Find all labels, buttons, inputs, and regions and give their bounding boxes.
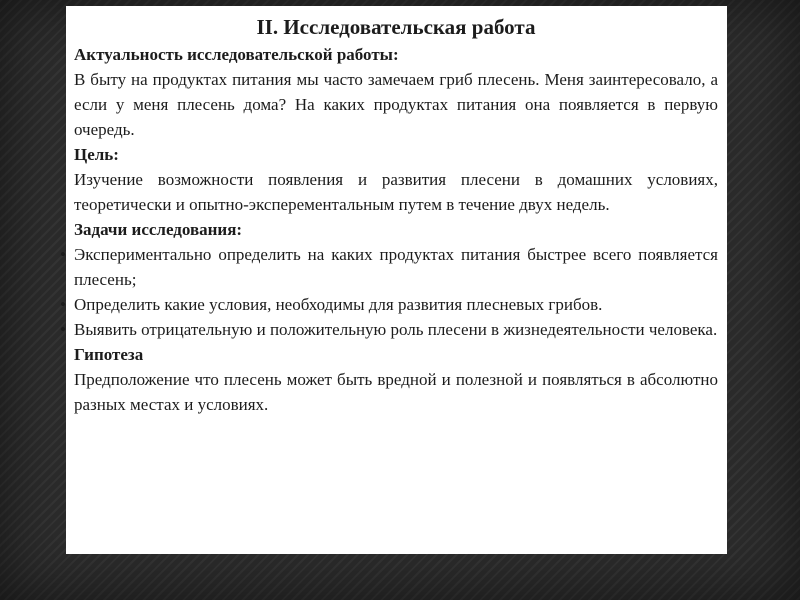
slide-content-box: [60, 6, 727, 554]
task-text: Выявить отрицательную и положительную роль плесени в жизнедеятельности человека.: [74, 320, 718, 339]
goal-heading: Цель:: [74, 145, 119, 164]
slide-title: II. Исследовательская работа: [256, 15, 536, 39]
hypothesis-heading: Гипотеза: [74, 345, 144, 364]
task-text: Определить какие условия, необходимы для развития плесневых грибов.: [74, 295, 603, 314]
task-item: [60, 317, 718, 342]
goal-text: Изучение возможности появления и развития плесени в домашних условиях, теоретически и опытно-эксперементальным путем в течение двух недель.: [74, 170, 718, 214]
task-item: [60, 242, 718, 292]
relevance-text: В быту на продуктах питания мы часто замечаем гриб плесень. Меня заинтересовало, а если у меня плесень дома? На каких продуктах питания она появляется в первую очередь.: [74, 70, 718, 139]
tasks-heading: Задачи исследования:: [74, 220, 243, 239]
bullet-icon: •: [60, 320, 66, 339]
relevance-heading: Актуальность исследовательской работы:: [74, 45, 399, 64]
task-text: Экспериментально определить на каких продуктах питания быстрее всего появляется плесень;: [74, 245, 718, 289]
task-item: [60, 292, 718, 317]
bullet-icon: •: [60, 245, 66, 264]
bullet-icon: •: [60, 295, 66, 314]
hypothesis-text: Предположение что плесень может быть вредной и полезной и появляться в абсолютно разных местах и условиях.: [74, 370, 718, 414]
